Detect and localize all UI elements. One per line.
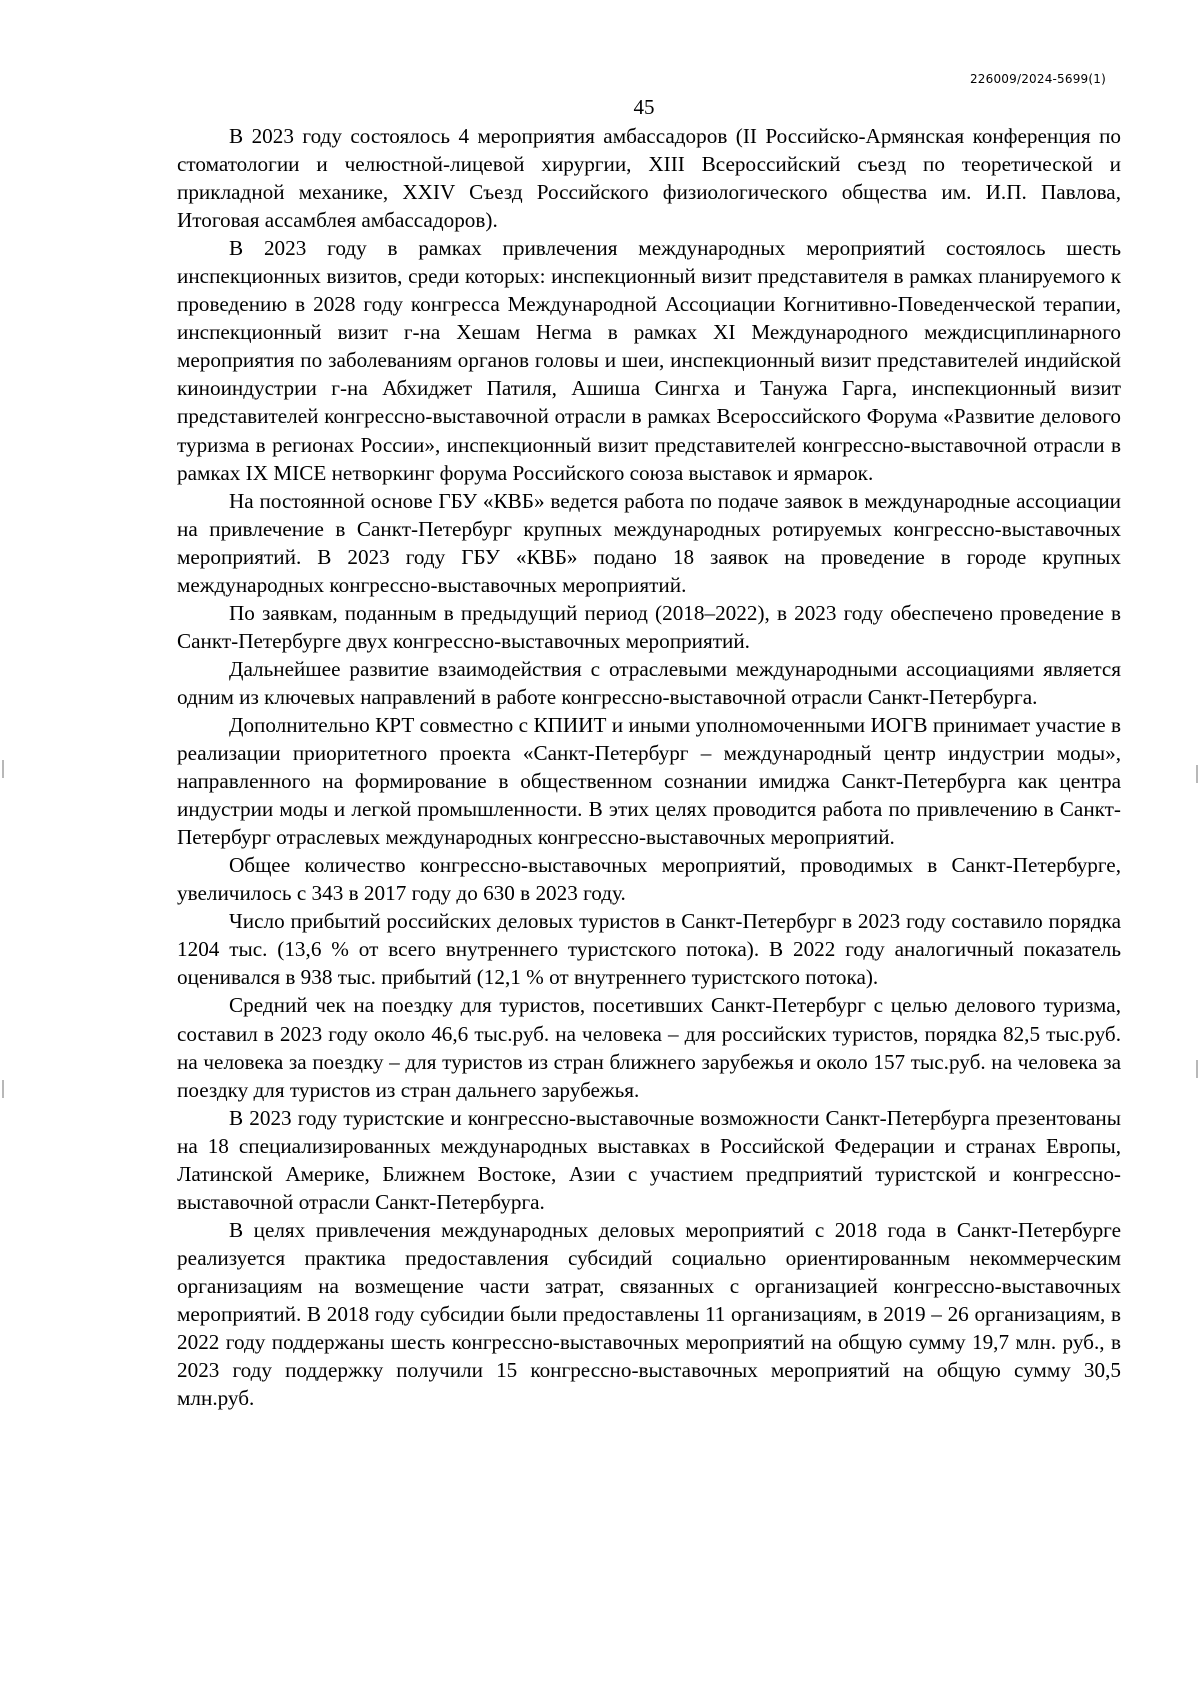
registration-number: 226009/2024-5699(1) (969, 72, 1106, 86)
scan-edge-mark (2, 760, 4, 778)
paragraph-applications: На постоянной основе ГБУ «КВБ» ведется работа по подаче заявок в международные ассоциации на привлечение в Санкт-Петербург крупных международных ротируемых конгрессно-выставочных мероприятий. В 2023 году ГБУ «КВБ» подано 18 заявок на проведение в городе крупных международных конгрессно-выставочных мероприятий. (177, 488, 1121, 597)
paragraph-ambassador-events: В 2023 году состоялось 4 мероприятия амбассадоров (II Российско-Армянская конференция по стоматологии и челюстной-лицевой хирургии, XIII Всероссийский съезд по теоретической и прикладной механике, XXIV Съезд Российского физиологического общества им. И.П. Павлова, Итоговая ассамблея амбассадоров). (177, 124, 1121, 233)
paragraph-subsidies: В целях привлечения международных деловых мероприятий с 2018 года в Санкт-Петербурге реализуется практика предоставления субсидий социально ориентированным некоммерческим организациям на возмещение части затрат, связанных с организацией конгрессно-выставочных мероприятий. В 2018 году субсидии были предоставлены 11 организациям, в 2019 – 26 организациям, в 2022 году поддержаны шесть конгрессно-выставочных мероприятий на общую сумму 19,7 млн. руб., в 2023 году поддержку получили 15 конгрессно-выставочных мероприятий на общую сумму 30,5 млн.руб. (177, 1217, 1121, 1411)
document-body (177, 122, 1121, 1412)
paragraph-average-check: Средний чек на поездку для туристов, посетивших Санкт-Петербург с целью делового туризма, составил в 2023 году около 46,6 тыс.руб. на человека – для российских туристов, порядка 82,5 тыс.руб. на человека за поездку – для туристов из стран ближнего зарубежья и около 157 тыс.руб. на человека за поездку для туристов из стран дальнего зарубежья. (177, 993, 1121, 1102)
paragraph-inspection-visits: В 2023 году в рамках привлечения международных мероприятий состоялось шесть инспекционных визитов, среди которых: инспекционный визит представителя в рамках планируемого к проведению в 2028 году конгресса Международной Ассоциации Когнитивно-Поведенческой терапии, инспекционный визит г-на Хешам Негма в рамках XI Международного междисциплинарного мероприятия по заболеваниям органов головы и шеи, инспекционный визит представителей индийской киноиндустрии г-на Абхиджет Патиля, Ашиша Сингха и Танужа Гарга, инспекционный визит представителей конгрессно-выставочной отрасли в рамках Всероссийского Форума «Развитие делового туризма в регионах России», инспекционный визит представителей конгрессно-выставочной отрасли в рамках IX MICE нетворкинг форума Российского союза выставок и ярмарок. (177, 236, 1121, 485)
paragraph-previous-applications: По заявкам, поданным в предыдущий период (2018–2022), в 2023 году обеспечено проведение в Санкт-Петербурге двух конгрессно-выставочных мероприятий. (177, 600, 1121, 653)
paragraph-business-tourists: Число прибытий российских деловых туристов в Санкт-Петербург в 2023 году составило порядка 1204 тыс. (13,6 % от всего внутреннего туристского потока). В 2022 году аналогичный показатель оценивался в 938 тыс. прибытий (12,1 % от внутреннего туристского потока). (177, 909, 1121, 990)
page-number: 45 (633, 95, 655, 119)
paragraph-fashion-project: Дополнительно КРТ совместно с КПИИТ и иными уполномоченными ИОГВ принимает участие в реализации приоритетного проекта «Санкт-Петербург – международный центр индустрии моды», направленного на формирование в общественном сознании имиджа Санкт-Петербурга как центра индустрии моды и легкой промышленности. В этих целях проводится работа по привлечению в Санкт-Петербург отраслевых международных конгрессно-выставочных мероприятий. (177, 712, 1121, 850)
scan-edge-mark (1196, 765, 1198, 783)
paragraph-associations-development: Дальнейшее развитие взаимодействия с отраслевыми международными ассоциациями является одним из ключевых направлений в работе конгрессно-выставочной отрасли Санкт-Петербурга. (177, 656, 1121, 709)
scan-edge-mark (2, 1080, 4, 1098)
paragraph-events-count: Общее количество конгрессно-выставочных мероприятий, проводимых в Санкт-Петербурге, увеличилось с 343 в 2017 году до 630 в 2023 году. (177, 853, 1121, 906)
paragraph-exhibitions: В 2023 году туристские и конгрессно-выставочные возможности Санкт-Петербурга презентованы на 18 специализированных международных выставках в Российской Федерации и странах Европы, Латинской Америке, Ближнем Востоке, Азии с участием предприятий туристской и конгрессно-выставочной отрасли Санкт-Петербурга. (177, 1105, 1121, 1214)
scan-edge-mark (1196, 1060, 1198, 1078)
